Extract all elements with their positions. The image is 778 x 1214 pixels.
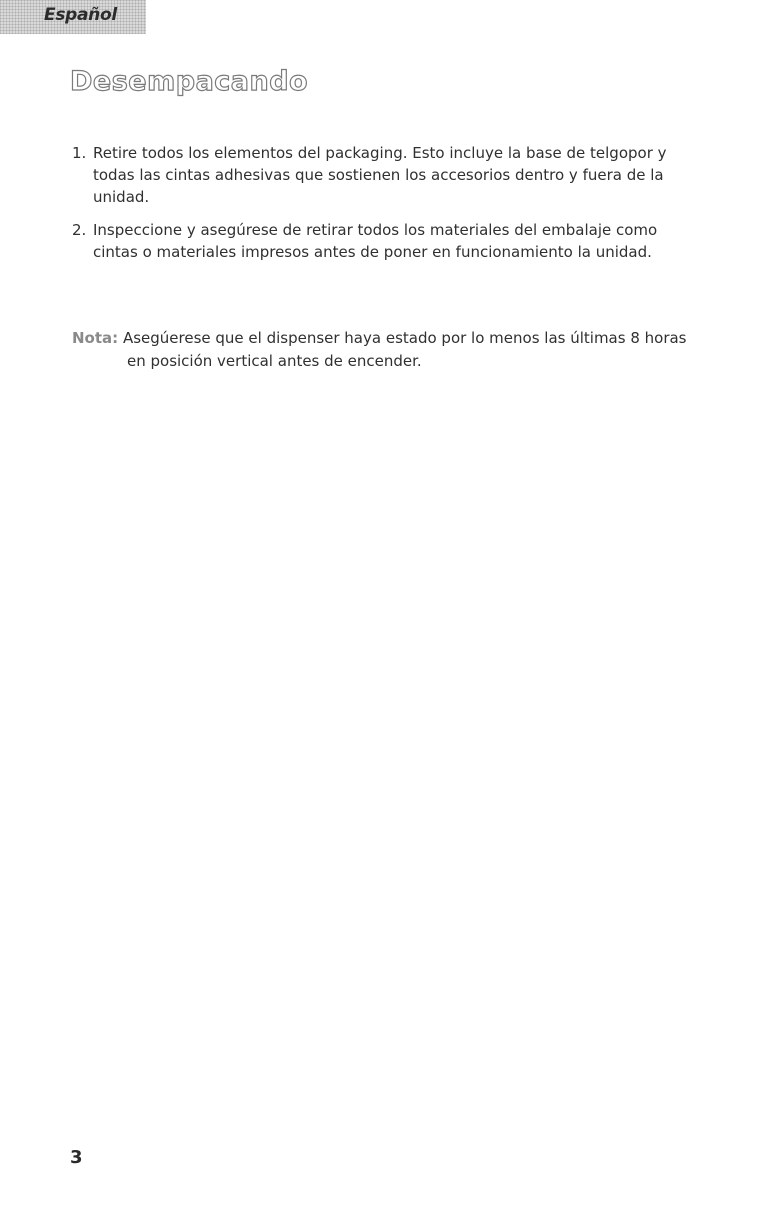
page-number: 3 — [70, 1147, 83, 1168]
step-text: Inspeccione y asegúrese de retirar todos los materiales del embalaje como cintas o materiales impresos antes de poner en funcionamiento la unidad. — [93, 221, 658, 261]
page-title: Desempacando — [70, 66, 309, 97]
list-item — [72, 142, 692, 208]
step-text: Retire todos los elementos del packaging. Esto incluye la base de telgopor y todas las cintas adhesivas que sostienen los accesorios dentro y fuera de la unidad. — [93, 144, 667, 206]
language-tab — [0, 0, 146, 34]
step-number: 2. — [72, 221, 87, 239]
note-text-line2: en posición vertical antes de encender. — [127, 352, 422, 370]
list-item — [72, 219, 692, 263]
note-block — [72, 327, 692, 373]
step-number: 1. — [72, 144, 87, 162]
language-tab-label: Español — [44, 5, 117, 25]
instruction-list — [72, 142, 692, 274]
note-label: Nota: — [72, 329, 119, 347]
note-text-line1: Asegúerese que el dispenser haya estado por lo menos las últimas 8 horas — [122, 329, 687, 347]
